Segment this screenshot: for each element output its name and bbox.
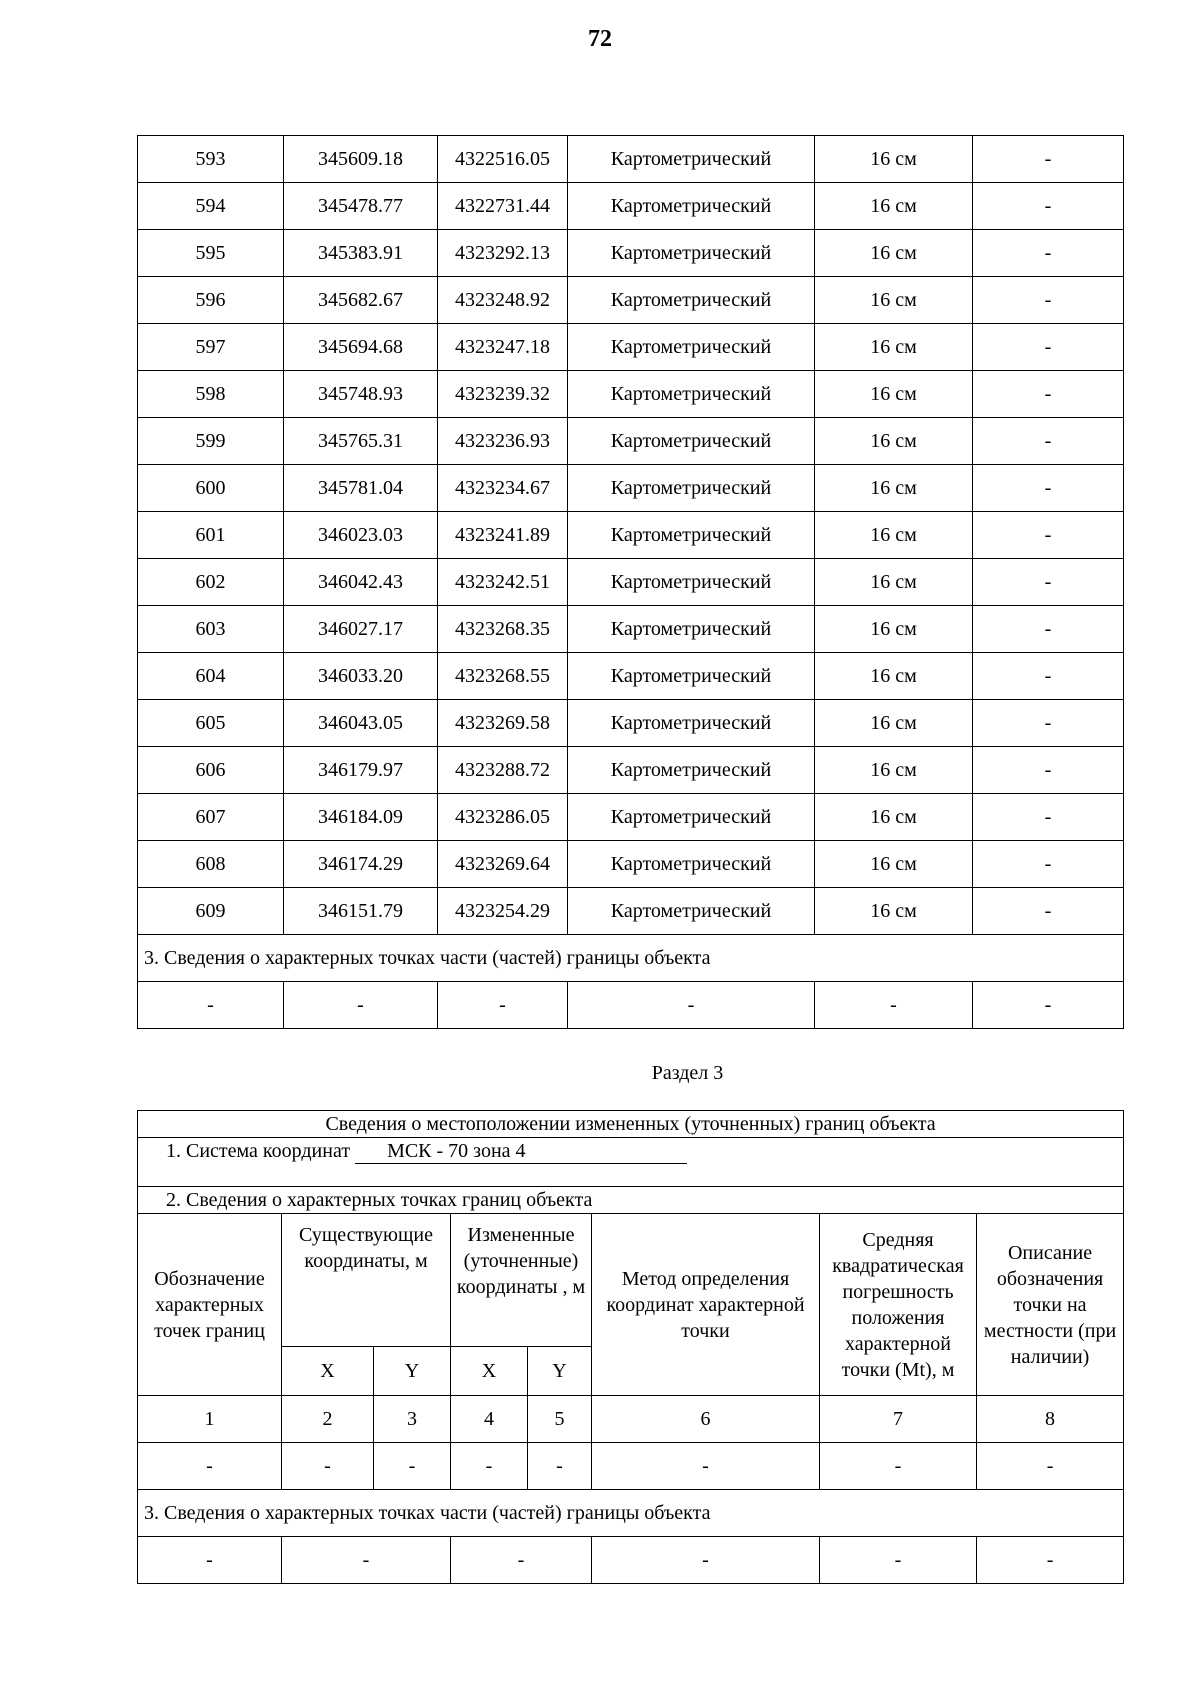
table-cell: - bbox=[568, 982, 815, 1029]
coord-system-label: 1. Система координат bbox=[166, 1140, 351, 1162]
table-cell: 4323269.58 bbox=[438, 700, 568, 747]
table-cell: - bbox=[973, 794, 1124, 841]
table-cell: - bbox=[973, 183, 1124, 230]
table-cell: 16 см bbox=[815, 512, 973, 559]
table-cell: 16 см bbox=[815, 559, 973, 606]
table-cell: - bbox=[820, 1537, 977, 1584]
coord-system-row bbox=[138, 1138, 1124, 1187]
points-table-body bbox=[138, 136, 1124, 935]
table-cell: 345609.18 bbox=[284, 136, 438, 183]
points-label: 2. Сведения о характерных точках границ объекта bbox=[138, 1187, 1124, 1214]
table-row bbox=[138, 841, 1124, 888]
table-cell: 346027.17 bbox=[284, 606, 438, 653]
section3-row bbox=[138, 935, 1124, 982]
points-label-row bbox=[138, 1187, 1124, 1214]
header-existing: Существующие координаты, м bbox=[282, 1214, 451, 1347]
table-cell: 345478.77 bbox=[284, 183, 438, 230]
table-cell: Картометрический bbox=[568, 747, 815, 794]
table-cell: - bbox=[438, 982, 568, 1029]
table-cell: Картометрический bbox=[568, 888, 815, 935]
table-cell: 606 bbox=[138, 747, 284, 794]
table-cell: - bbox=[973, 606, 1124, 653]
table-cell: - bbox=[284, 982, 438, 1029]
header-error: Средняя квадратическая погрешность положения характерной точки (Mt), м bbox=[820, 1214, 977, 1396]
column-number: 7 bbox=[820, 1396, 977, 1443]
page-number: 72 bbox=[588, 26, 612, 52]
table-cell: - bbox=[820, 1443, 977, 1490]
table-cell: - bbox=[973, 700, 1124, 747]
table-cell: 346179.97 bbox=[284, 747, 438, 794]
table-cell: Картометрический bbox=[568, 841, 815, 888]
header-row bbox=[138, 1214, 1124, 1347]
table-row bbox=[138, 606, 1124, 653]
column-number: 8 bbox=[977, 1396, 1124, 1443]
table-cell: - bbox=[374, 1443, 451, 1490]
table-cell: 16 см bbox=[815, 747, 973, 794]
table-row bbox=[138, 700, 1124, 747]
table-row bbox=[138, 888, 1124, 935]
table-cell: Картометрический bbox=[568, 559, 815, 606]
table-row bbox=[138, 324, 1124, 371]
table-cell: - bbox=[138, 982, 284, 1029]
table-cell: - bbox=[977, 1443, 1124, 1490]
table-row bbox=[138, 277, 1124, 324]
header-x-changed: X bbox=[451, 1347, 528, 1396]
table-cell: 599 bbox=[138, 418, 284, 465]
table-cell: 4323268.35 bbox=[438, 606, 568, 653]
table-cell: 4322731.44 bbox=[438, 183, 568, 230]
table-cell: 4323248.92 bbox=[438, 277, 568, 324]
points-table bbox=[137, 135, 1124, 1029]
table-cell: Картометрический bbox=[568, 136, 815, 183]
table-title-row bbox=[138, 1111, 1124, 1138]
table-cell: 16 см bbox=[815, 277, 973, 324]
header-x-existing: X bbox=[282, 1347, 374, 1396]
table-row bbox=[138, 136, 1124, 183]
table-cell: - bbox=[815, 982, 973, 1029]
table-cell: 4323254.29 bbox=[438, 888, 568, 935]
table-cell: - bbox=[973, 418, 1124, 465]
table-cell: - bbox=[592, 1537, 820, 1584]
column-number: 6 bbox=[592, 1396, 820, 1443]
table-cell: - bbox=[528, 1443, 592, 1490]
column-number: 2 bbox=[282, 1396, 374, 1443]
table-row bbox=[138, 371, 1124, 418]
table-cell: - bbox=[592, 1443, 820, 1490]
column-numbers-row bbox=[138, 1396, 1124, 1443]
table-cell: - bbox=[973, 982, 1124, 1029]
table-cell: 607 bbox=[138, 794, 284, 841]
table-cell: - bbox=[973, 747, 1124, 794]
table-cell: - bbox=[973, 888, 1124, 935]
table-cell: 16 см bbox=[815, 371, 973, 418]
table-row bbox=[138, 418, 1124, 465]
table-cell: 346033.20 bbox=[284, 653, 438, 700]
table-cell: 4323236.93 bbox=[438, 418, 568, 465]
table-cell: 4323241.89 bbox=[438, 512, 568, 559]
table-cell: - bbox=[451, 1537, 592, 1584]
table-cell: 604 bbox=[138, 653, 284, 700]
table-row bbox=[138, 512, 1124, 559]
table-cell: 346043.05 bbox=[284, 700, 438, 747]
table-row bbox=[138, 794, 1124, 841]
table-cell: 609 bbox=[138, 888, 284, 935]
table-cell: 4323239.32 bbox=[438, 371, 568, 418]
table-cell: - bbox=[282, 1537, 451, 1584]
table-cell: 16 см bbox=[815, 888, 973, 935]
table-cell: 4322516.05 bbox=[438, 136, 568, 183]
table-cell: Картометрический bbox=[568, 183, 815, 230]
table-cell: 16 см bbox=[815, 465, 973, 512]
table-cell: - bbox=[282, 1443, 374, 1490]
table-cell: Картометрический bbox=[568, 794, 815, 841]
table-cell: 345781.04 bbox=[284, 465, 438, 512]
table-cell: - bbox=[973, 841, 1124, 888]
table-cell: Картометрический bbox=[568, 230, 815, 277]
table-cell: 605 bbox=[138, 700, 284, 747]
section3-label: 3. Сведения о характерных точках части (частей) границы объекта bbox=[138, 1490, 1124, 1537]
table-cell: - bbox=[973, 559, 1124, 606]
table-cell: 345682.67 bbox=[284, 277, 438, 324]
header-y-existing: Y bbox=[374, 1347, 451, 1396]
table-cell: - bbox=[138, 1443, 282, 1490]
table-cell: Картометрический bbox=[568, 371, 815, 418]
changed-boundaries-table bbox=[137, 1110, 1124, 1584]
table-cell: 16 см bbox=[815, 136, 973, 183]
header-y-changed: Y bbox=[528, 1347, 592, 1396]
table-cell: 596 bbox=[138, 277, 284, 324]
table-cell: - bbox=[973, 324, 1124, 371]
table-cell: - bbox=[138, 1537, 282, 1584]
column-number: 5 bbox=[528, 1396, 592, 1443]
table-cell: 16 см bbox=[815, 653, 973, 700]
table-cell: 16 см bbox=[815, 606, 973, 653]
table-cell: Картометрический bbox=[568, 653, 815, 700]
table-cell: 16 см bbox=[815, 418, 973, 465]
table-row bbox=[138, 230, 1124, 277]
table-cell: - bbox=[973, 512, 1124, 559]
table-cell: 346042.43 bbox=[284, 559, 438, 606]
table-cell: 345694.68 bbox=[284, 324, 438, 371]
table-cell: Картометрический bbox=[568, 606, 815, 653]
table-cell: Картометрический bbox=[568, 324, 815, 371]
table-cell: 16 см bbox=[815, 183, 973, 230]
section3-label: 3. Сведения о характерных точках части (частей) границы объекта bbox=[138, 935, 1124, 982]
column-number: 3 bbox=[374, 1396, 451, 1443]
header-description: Описание обозначения точки на местности (при наличии) bbox=[977, 1214, 1124, 1396]
table-cell: 4323269.64 bbox=[438, 841, 568, 888]
table-cell: 4323268.55 bbox=[438, 653, 568, 700]
table-cell: 16 см bbox=[815, 230, 973, 277]
table-cell: 345748.93 bbox=[284, 371, 438, 418]
table-cell: 4323288.72 bbox=[438, 747, 568, 794]
table-cell: 598 bbox=[138, 371, 284, 418]
table-row bbox=[138, 559, 1124, 606]
table-cell: 4323286.05 bbox=[438, 794, 568, 841]
table-cell: 602 bbox=[138, 559, 284, 606]
table-cell: 346174.29 bbox=[284, 841, 438, 888]
table-cell: - bbox=[977, 1537, 1124, 1584]
table-cell: 593 bbox=[138, 136, 284, 183]
table-cell: 4323242.51 bbox=[438, 559, 568, 606]
column-number: 4 bbox=[451, 1396, 528, 1443]
table-cell: - bbox=[973, 653, 1124, 700]
table-cell: - bbox=[973, 371, 1124, 418]
table-cell: 345383.91 bbox=[284, 230, 438, 277]
coord-system-value: МСК - 70 зона 4 bbox=[355, 1139, 687, 1164]
table-row bbox=[138, 465, 1124, 512]
table-cell: 346151.79 bbox=[284, 888, 438, 935]
table-cell: 346184.09 bbox=[284, 794, 438, 841]
table-row bbox=[138, 747, 1124, 794]
column-number: 1 bbox=[138, 1396, 282, 1443]
section3-row bbox=[138, 1490, 1124, 1537]
header-method: Метод определения координат характерной точки bbox=[592, 1214, 820, 1396]
table-cell: 345765.31 bbox=[284, 418, 438, 465]
table-row bbox=[138, 183, 1124, 230]
dash-row bbox=[138, 1443, 1124, 1490]
table-cell: - bbox=[973, 230, 1124, 277]
table-cell: - bbox=[973, 277, 1124, 324]
coord-system bbox=[138, 1138, 1124, 1187]
table-cell: 16 см bbox=[815, 841, 973, 888]
section-title: Раздел 3 bbox=[651, 1062, 724, 1084]
table-cell: - bbox=[973, 136, 1124, 183]
table-cell: Картометрический bbox=[568, 277, 815, 324]
table-cell: 595 bbox=[138, 230, 284, 277]
table-cell: 4323247.18 bbox=[438, 324, 568, 371]
table-title: Сведения о местоположении измененных (уточненных) границ объекта bbox=[138, 1111, 1124, 1138]
table-cell: 4323292.13 bbox=[438, 230, 568, 277]
section3-dash-row bbox=[138, 1537, 1124, 1584]
section3-dash-row bbox=[138, 982, 1124, 1029]
table-cell: 594 bbox=[138, 183, 284, 230]
table-cell: Картометрический bbox=[568, 512, 815, 559]
table-cell: 16 см bbox=[815, 794, 973, 841]
table-row bbox=[138, 653, 1124, 700]
table-cell: 16 см bbox=[815, 324, 973, 371]
table-cell: 346023.03 bbox=[284, 512, 438, 559]
table-cell: 597 bbox=[138, 324, 284, 371]
header-designation: Обозначение характерных точек границ bbox=[138, 1214, 282, 1396]
table-cell: Картометрический bbox=[568, 465, 815, 512]
table-cell: 601 bbox=[138, 512, 284, 559]
table-cell: - bbox=[973, 465, 1124, 512]
table-cell: 600 bbox=[138, 465, 284, 512]
table-cell: 608 bbox=[138, 841, 284, 888]
table-cell: 16 см bbox=[815, 700, 973, 747]
header-changed: Измененные (уточненные) координаты , м bbox=[451, 1214, 592, 1347]
table-cell: 4323234.67 bbox=[438, 465, 568, 512]
table-cell: 603 bbox=[138, 606, 284, 653]
table-cell: Картометрический bbox=[568, 418, 815, 465]
table-cell: Картометрический bbox=[568, 700, 815, 747]
table-cell: - bbox=[451, 1443, 528, 1490]
